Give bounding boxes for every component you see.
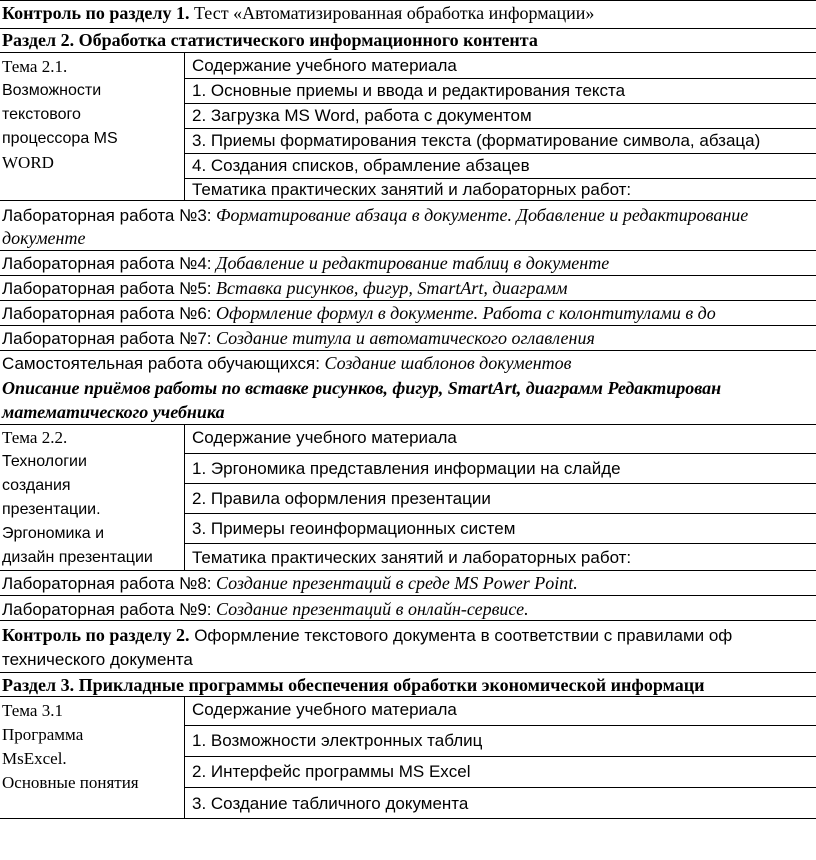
- topic-3-1-block: [0, 696, 816, 819]
- lab-4-label: Лабораторная работа №4:: [2, 254, 212, 273]
- topic-2-1-item-2: 2. Загрузка MS Word, работа с документом: [184, 103, 816, 128]
- topic-3-1-item-3: 3. Создание табличного документа: [184, 787, 816, 819]
- section-3-heading-row: [0, 672, 816, 696]
- self-work-description-continued: математического учебника: [2, 402, 225, 422]
- topic-3-1-content-header: Содержание учебного материала: [192, 700, 457, 719]
- topic-2-2-item-2: 2. Правила оформления презентации: [184, 483, 816, 513]
- control-2-text: Оформление текстового документа в соответствии с правилами оф: [189, 626, 733, 645]
- lab-3-text-continued: документе: [2, 228, 86, 248]
- self-work-label: Самостоятельная работа обучающихся:: [2, 354, 320, 373]
- topic-2-1-item-1: 1. Основные приемы и ввода и редактирования текста: [184, 78, 816, 103]
- self-work-text: Создание шаблонов документов: [319, 353, 572, 373]
- topic-2-1-item-4: 4. Создания списков, обрамление абзацев: [184, 153, 816, 178]
- topic-3-1-item-1: 1. Возможности электронных таблиц: [184, 725, 816, 756]
- lab-6-text: Оформление формул в документе. Работа с колонтитулами в до: [211, 303, 716, 323]
- lab-8-text: Создание презентаций в среде MS Power Point.: [211, 573, 578, 593]
- lab-6-row: [0, 300, 816, 325]
- lab-4-row: [0, 250, 816, 275]
- self-work-description: Описание приёмов работы по вставке рисунков, фигур, SmartArt, диаграмм Редактирован: [2, 378, 722, 398]
- topic-2-2-practice-header: Тематика практических занятий и лабораторных работ:: [184, 543, 816, 571]
- topic-2-2-block: [0, 424, 816, 570]
- lab-3-text: Форматирование абзаца в документе. Добавление и редактирование: [211, 205, 749, 225]
- topic-2-1-title: Тема 2.1. Возможности текстового процессора MS WORD: [2, 57, 118, 172]
- lab-6-label: Лабораторная работа №6:: [2, 304, 212, 323]
- topic-3-1-item-2: 2. Интерфейс программы MS Excel: [184, 756, 816, 787]
- lab-3-label: Лабораторная работа №3:: [2, 206, 212, 225]
- topic-2-2-item-1: 1. Эргономика представления информации на слайде: [184, 453, 816, 483]
- lab-9-text: Создание презентаций в онлайн-сервисе.: [211, 599, 529, 619]
- lab-7-row: [0, 325, 816, 350]
- lab-3-row: [0, 200, 816, 250]
- lab-8-label: Лабораторная работа №8:: [2, 574, 212, 593]
- lab-8-row: [0, 570, 816, 595]
- lab-9-label: Лабораторная работа №9:: [2, 600, 212, 619]
- topic-2-2-title: Тема 2.2. Технологии создания презентации. Эргономика и дизайн презентации: [2, 428, 153, 566]
- topic-2-2-item-3: 3. Примеры геоинформационных систем: [184, 513, 816, 543]
- control-2-label: Контроль по разделу 2.: [2, 625, 190, 645]
- control-1-text: Тест «Автоматизированная обработка информации»: [189, 3, 595, 23]
- section-3-heading: Раздел 3. Прикладные программы обеспечения обработки экономической информаци: [2, 675, 705, 695]
- topic-3-1-title: Тема 3.1 Программа MsExcel. Основные понятия: [2, 701, 139, 792]
- section-2-heading-row: [0, 28, 816, 52]
- control-1-label: Контроль по разделу 1.: [2, 3, 190, 23]
- topic-2-1-practice-header: Тематика практических занятий и лабораторных работ:: [184, 178, 816, 201]
- self-work-row: [0, 350, 816, 424]
- lab-5-text: Вставка рисунков, фигур, SmartArt, диаграмм: [211, 278, 568, 298]
- lab-7-text: Создание титула и автоматического оглавления: [211, 328, 595, 348]
- control-section-2-row: [0, 620, 816, 672]
- lab-5-row: [0, 275, 816, 300]
- lab-4-text: Добавление и редактирование таблиц в документе: [211, 253, 610, 273]
- topic-2-1-block: [0, 52, 816, 200]
- topic-2-1-content-header: Содержание учебного материала: [192, 56, 457, 75]
- control-section-1-row: [0, 0, 816, 28]
- lab-5-label: Лабораторная работа №5:: [2, 279, 212, 298]
- lab-9-row: [0, 595, 816, 620]
- section-2-heading: Раздел 2. Обработка статистического информационного контента: [2, 30, 538, 50]
- topic-2-2-content-header: Содержание учебного материала: [192, 428, 457, 447]
- control-2-text-continued: технического документа: [2, 650, 193, 669]
- lab-7-label: Лабораторная работа №7:: [2, 329, 212, 348]
- topic-2-1-item-3: 3. Приемы форматирования текста (форматирование символа, абзаца): [184, 128, 816, 153]
